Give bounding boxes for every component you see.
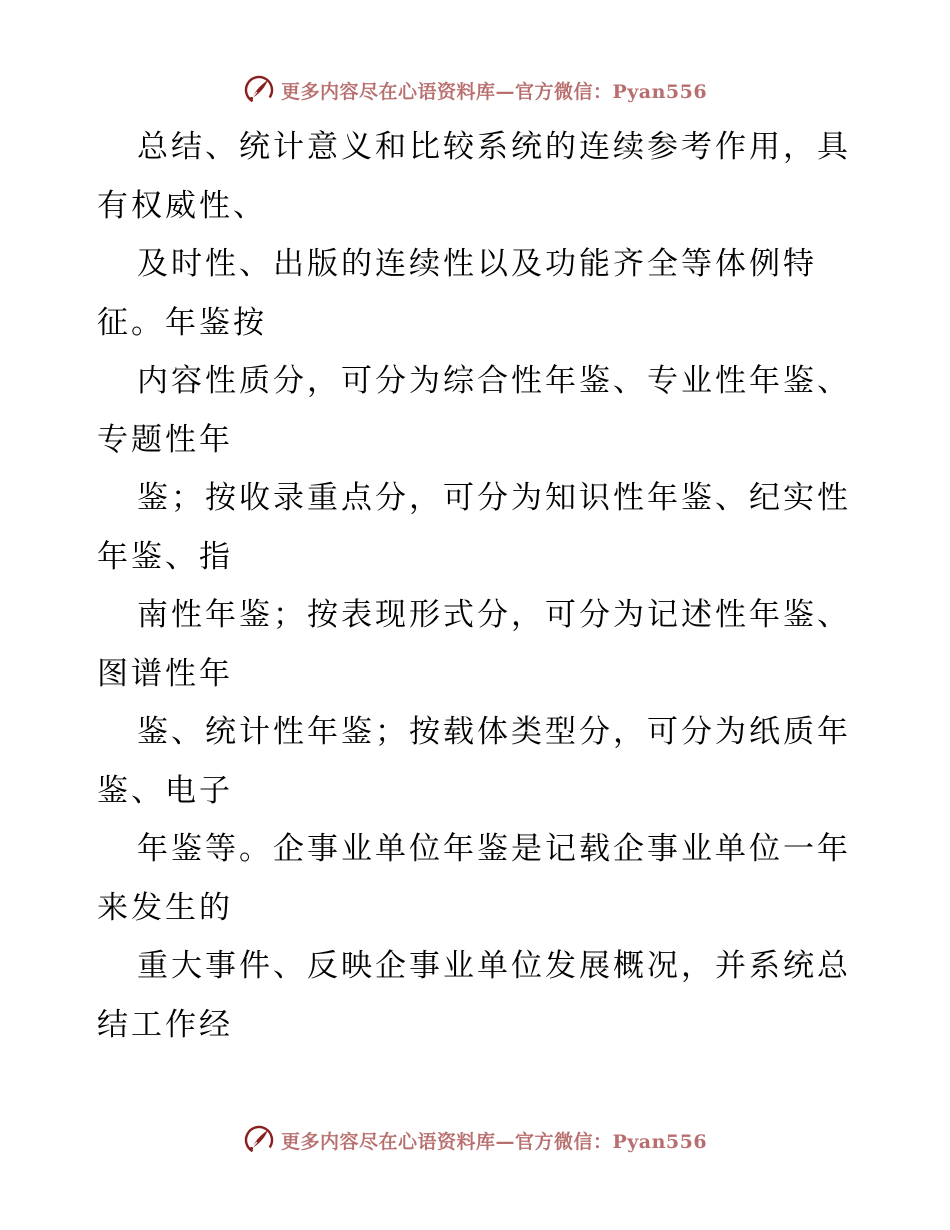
text-line: 及时性、出版的连续性以及功能齐全等体例特 (137, 246, 817, 282)
text-line: 总结、统计意义和比较系统的连续参考作用，具 (137, 129, 851, 165)
text-line: 南性年鉴；按表现形式分，可分为记述性年鉴、 (137, 597, 851, 633)
text-line: 重大事件、反映企事业单位发展概况，并系统总 (137, 948, 851, 984)
text-line: 年鉴、指 (97, 538, 233, 575)
header-banner (0, 70, 950, 110)
text-line: 年鉴等。企事业单位年鉴是记载企事业单位一年 (137, 831, 851, 867)
text-line: 有权威性、 (97, 187, 267, 224)
text-line: 图谱性年 (97, 655, 233, 692)
text-line: 专题性年 (97, 421, 233, 458)
quill-pen-logo-icon (243, 1124, 275, 1156)
text-line: 结工作经 (97, 1006, 233, 1043)
text-line: 内容性质分，可分为综合性年鉴、专业性年鉴、 (137, 363, 851, 399)
quill-pen-logo-icon (243, 74, 275, 106)
text-line: 鉴、电子 (97, 772, 233, 809)
text-line: 鉴、统计性年鉴；按载体类型分，可分为纸质年 (137, 714, 851, 750)
document-body (97, 118, 867, 1054)
text-line: 来发生的 (97, 889, 233, 926)
text-line: 征。年鉴按 (97, 304, 267, 341)
footer-banner-text: 更多内容尽在心语资料库—官方微信：Pyan556 (280, 1130, 708, 1153)
footer-banner (0, 1120, 950, 1160)
text-line: 鉴；按收录重点分，可分为知识性年鉴、纪实性 (137, 480, 851, 516)
header-banner-text: 更多内容尽在心语资料库—官方微信：Pyan556 (280, 80, 708, 103)
